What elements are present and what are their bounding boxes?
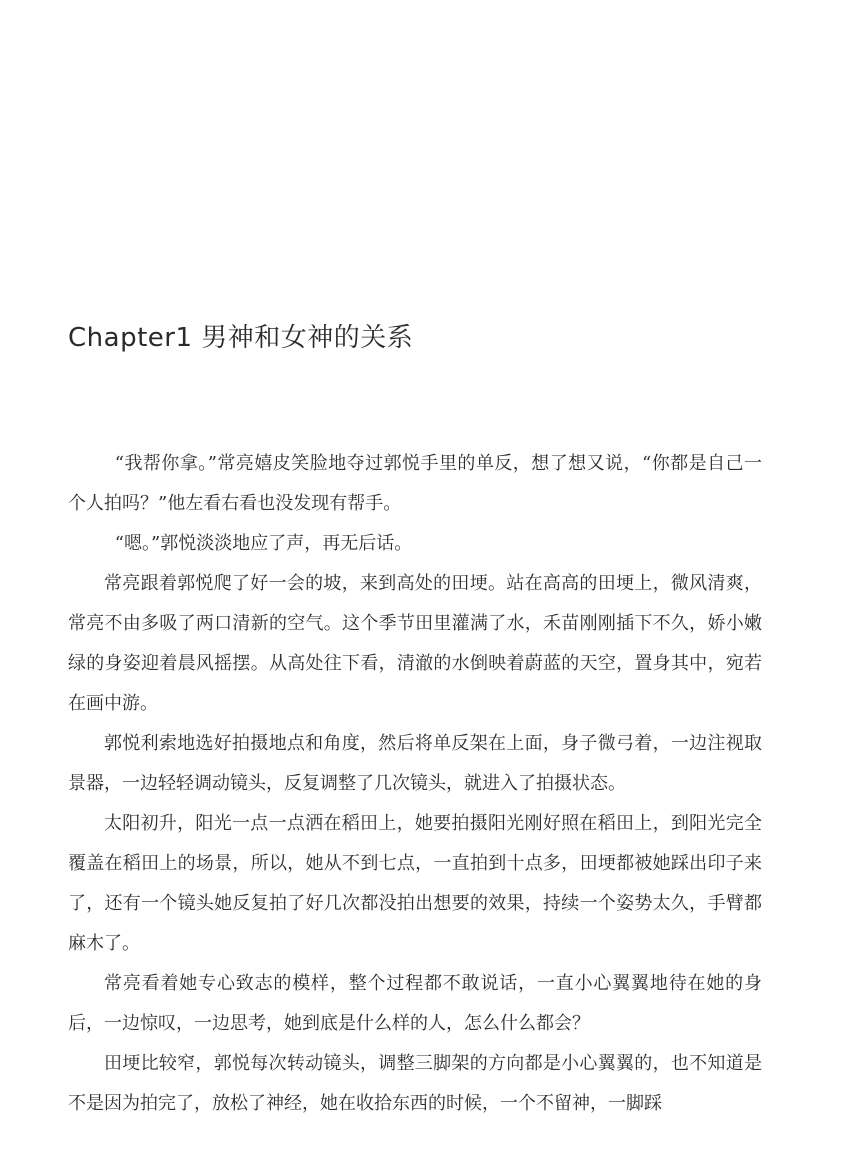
paragraph-2: “嗯。”郭悦淡淡地应了声，再无后话。	[114, 533, 413, 554]
chapter-title: Chapter1 男神和女神的关系	[68, 323, 414, 353]
paragraph-7: 田埂比较窄，郭悦每次转动镜头，调整三脚架的方向都是小心翼翼的，也不知道是不是因为拍完了，放松了神经，她在收拾东西的时候，一个不留神，一脚踩	[68, 1053, 762, 1114]
chapter-body	[68, 444, 762, 1124]
paragraph-1: “我帮你拿。”常亮嬉皮笑脸地夺过郭悦手里的单反，想了想又说，“你都是自己一个人拍吗？”他左看右看也没发现有帮手。	[68, 453, 762, 514]
paragraph-6: 常亮看着她专心致志的模样，整个过程都不敢说话，一直小心翼翼地待在她的身后，一边惊叹，一边思考，她到底是什么样的人，怎么什么都会？	[68, 973, 762, 1034]
paragraph-5: 太阳初升，阳光一点一点洒在稻田上，她要拍摄阳光刚好照在稻田上，到阳光完全覆盖在稻田上的场景，所以，她从不到七点，一直拍到十点多，田埂都被她踩出印子来了，还有一个镜头她反复拍了好几次都没拍出想要的效果，持续一个姿势太久，手臂都麻木了。	[68, 813, 762, 954]
paragraph-4: 郭悦利索地选好拍摄地点和角度，然后将单反架在上面，身子微弓着，一边注视取景器，一边轻轻调动镜头，反复调整了几次镜头，就进入了拍摄状态。	[68, 733, 762, 794]
paragraph-3: 常亮跟着郭悦爬了好一会的坡，来到高处的田埂。站在高高的田埂上，微风清爽，常亮不由多吸了两口清新的空气。这个季节田里灌满了水，禾苗刚刚插下不久，娇小嫩绿的身姿迎着晨风摇摆。从高处往下看，清澈的水倒映着蔚蓝的天空，置身其中，宛若在画中游。	[68, 573, 762, 714]
